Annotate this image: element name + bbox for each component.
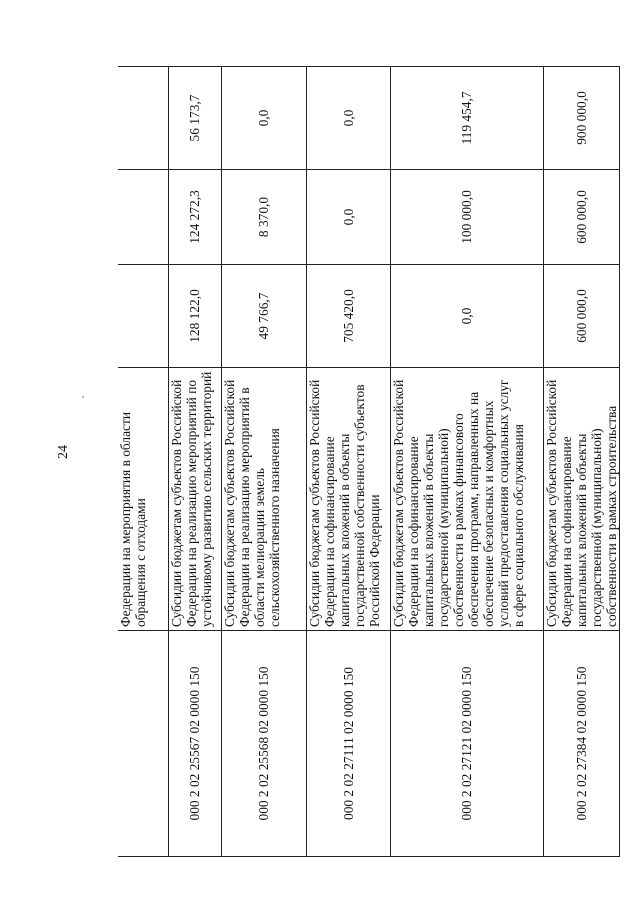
amount-year1-cell <box>118 265 168 368</box>
amount-year3-cell: 900 000,0 <box>543 67 619 170</box>
budget-revenue-table <box>118 66 620 857</box>
revenue-name-cell: Субсидии бюджетам субъектов Российской Федерации на софинансирование капитальных вложений в объекты государственной (муниципальной) собственности в рамках строительства <box>543 368 619 631</box>
page-number: 24 <box>56 445 71 459</box>
revenue-name-cell: Федерации на мероприятия в области обращения с отходами <box>118 368 168 631</box>
table-row <box>221 67 306 857</box>
scan-speck <box>82 396 84 398</box>
amount-year1-cell: 705 420,0 <box>306 265 390 368</box>
amount-year3-cell: 56 173,7 <box>168 67 221 170</box>
amount-year2-cell: 124 272,3 <box>168 170 221 265</box>
amount-year1-cell: 128 122,0 <box>168 265 221 368</box>
revenue-name-cell: Субсидии бюджетам субъектов Российской Федерации на софинансирование капитальных вложений в объекты государственной (муниципальной) собственности в рамках финансового обеспечения программ, направленных на обеспечение безопасных и комфортных условий предоставления социальных услуг в сфере социального обслуживания <box>390 368 543 631</box>
amount-year2-cell: 600 000,0 <box>543 170 619 265</box>
rotated-table-wrapper <box>118 67 619 857</box>
kbk-code-cell <box>118 631 168 857</box>
amount-year2-cell: 100 000,0 <box>390 170 543 265</box>
table-row <box>543 67 619 857</box>
amount-year3-cell: 119 454,7 <box>390 67 543 170</box>
kbk-code-cell: 000 2 02 27121 02 0000 150 <box>390 631 543 857</box>
amount-year3-cell: 0,0 <box>306 67 390 170</box>
kbk-code-cell: 000 2 02 27111 02 0000 150 <box>306 631 390 857</box>
kbk-code-cell: 000 2 02 25567 02 0000 150 <box>168 631 221 857</box>
budget-table-frame <box>118 67 619 857</box>
revenue-name-cell: Субсидии бюджетам субъектов Российской Федерации на софинансирование капитальных вложений в объекты государственной собственности субъектов Российской Федерации <box>306 368 390 631</box>
kbk-code-cell: 000 2 02 25568 02 0000 150 <box>221 631 306 857</box>
amount-year1-cell: 0,0 <box>390 265 543 368</box>
kbk-code-cell: 000 2 02 27384 02 0000 150 <box>543 631 619 857</box>
amount-year2-cell <box>118 170 168 265</box>
amount-year1-cell: 49 766,7 <box>221 265 306 368</box>
amount-year2-cell: 0,0 <box>306 170 390 265</box>
revenue-name-cell: Субсидии бюджетам субъектов Российской Федерации на реализацию мероприятий в области мелиорации земель сельскохозяйственного назначения <box>221 368 306 631</box>
revenue-name-cell: Субсидии бюджетам субъектов Российской Федерации на реализацию мероприятий по устойчивому развитию сельских территорий <box>168 368 221 631</box>
amount-year3-cell <box>118 67 168 170</box>
table-row <box>390 67 543 857</box>
table-row <box>168 67 221 857</box>
table-row <box>306 67 390 857</box>
amount-year3-cell: 0,0 <box>221 67 306 170</box>
table-row <box>118 67 168 857</box>
amount-year2-cell: 8 370,0 <box>221 170 306 265</box>
amount-year1-cell: 600 000,0 <box>543 265 619 368</box>
